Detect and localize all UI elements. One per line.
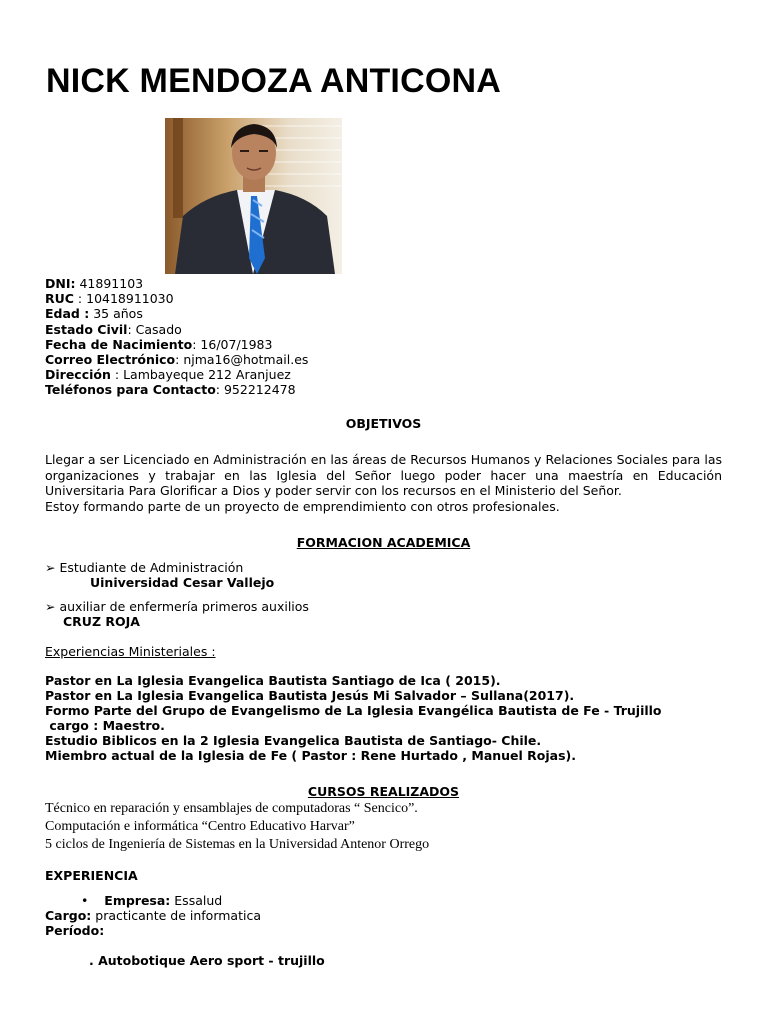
objetivos-text	[45, 452, 722, 514]
formacion-item: ➢ Estudiante de Administración Uiniversidad Cesar Vallejo	[45, 560, 275, 590]
institution: CRUZ ROJA	[63, 614, 140, 629]
ministerial-list	[45, 673, 662, 763]
cursos-heading: CURSOS REALIZADOS	[307, 784, 460, 799]
empresa-line: • Empresa: Essalud	[81, 893, 223, 908]
personal-ruc: RUC : 10418911030	[45, 291, 174, 307]
curso-line: 5 ciclos de Ingeniería de Sistemas en la Universidad Antenor Orrego	[45, 837, 430, 852]
personal-correo: Correo Electrónico: njma16@hotmail.es	[45, 352, 309, 368]
objetivos-paragraph: Llegar a ser Licenciado en Administración en las áreas de Recursos Humanos y Relaciones Sociales para las organizaciones y trabajar en las Iglesia del Señor luego poder hacer una maestría en Educación Universitaria Para Glorificar a Dios y poder servir con los recursos en el Ministerio del Señor.	[45, 452, 722, 498]
formacion-heading: FORMACION ACADEMICA	[296, 535, 471, 550]
ministerial-line: Pastor en La Iglesia Evangelica Bautista Santiago de Ica ( 2015).	[45, 673, 501, 688]
objetivos-heading: OBJETIVOS	[345, 416, 422, 431]
personal-estado-civil: Estado Civil: Casado	[45, 321, 182, 337]
personal-direccion: Dirección : Lambayeque 212 Aranjuez	[45, 367, 291, 383]
personal-dni: DNI: 41891103	[45, 276, 144, 291]
candidate-name: NICK MENDOZA ANTICONA	[46, 62, 501, 100]
experiencia-block	[45, 893, 261, 938]
ministerial-line: Formo Parte del Grupo de Evangelismo de La Iglesia Evangélica Bautista de Fe - Trujillo	[45, 703, 662, 718]
personal-edad: Edad : 35 años	[45, 306, 143, 322]
periodo-line: Período:	[45, 923, 105, 938]
cargo-line: Cargo: practicante de informatica	[45, 908, 261, 923]
ministerial-line: Estudio Biblicos en la 2 Iglesia Evangelica Bautista de Santiago- Chile.	[45, 733, 542, 748]
cursos-list	[45, 800, 429, 854]
personal-fecha-nacimiento: Fecha de Nacimiento: 16/07/1983	[45, 336, 273, 352]
ministerial-line: Pastor en La Iglesia Evangelica Bautista Jesús Mi Salvador – Sullana(2017).	[45, 688, 575, 703]
ministerial-heading: Experiencias Ministeriales :	[45, 644, 216, 659]
objetivos-paragraph-2: Estoy formando parte de un proyecto de emprendimiento con otros profesionales.	[45, 498, 560, 514]
personal-info	[45, 276, 308, 398]
personal-telefonos: Teléfonos para Contacto: 952212478	[45, 382, 296, 398]
ministerial-line: Miembro actual de la Iglesia de Fe ( Pastor : Rene Hurtado , Manuel Rojas).	[45, 748, 576, 763]
formacion-item: ➢ auxiliar de enfermería primeros auxilios CRUZ ROJA	[45, 599, 309, 629]
profile-photo	[165, 118, 342, 274]
experiencia-heading: EXPERIENCIA	[45, 868, 138, 883]
curso-line: Computación e informática “Centro Educativo Harvar”	[45, 819, 355, 834]
institution: Uiniversidad Cesar Vallejo	[90, 575, 275, 590]
next-company: . Autobotique Aero sport - trujillo	[89, 953, 325, 968]
arrow-bullet-icon: ➢	[45, 599, 56, 614]
bullet-dot-icon: •	[81, 893, 89, 908]
curso-line: Técnico en reparación y ensamblajes de computadoras “ Sencico”.	[45, 801, 418, 816]
arrow-bullet-icon: ➢	[45, 560, 56, 575]
ministerial-line: cargo : Maestro.	[45, 718, 165, 733]
